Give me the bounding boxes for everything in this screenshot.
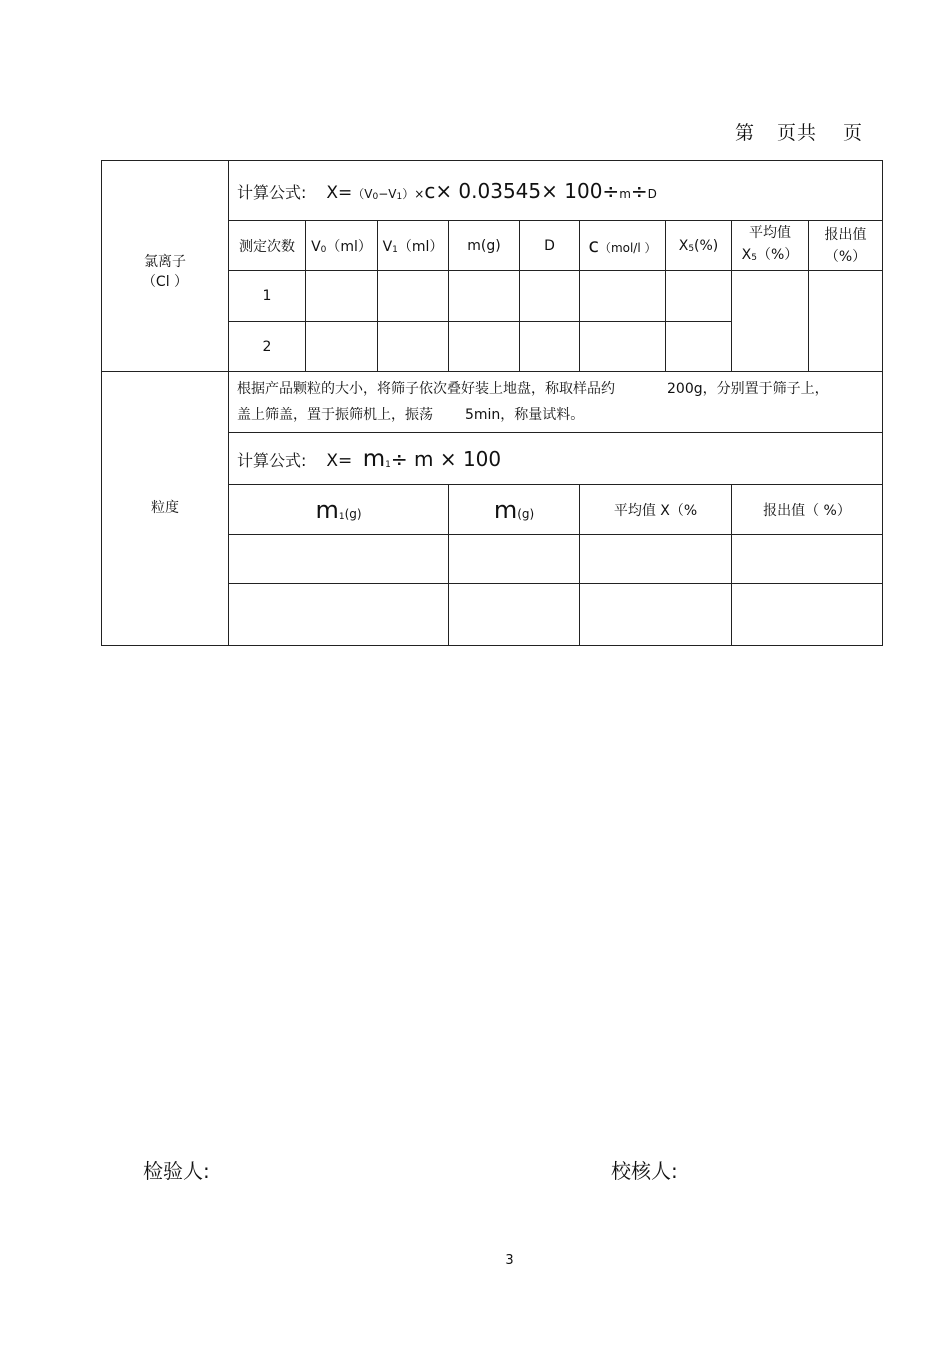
cell-d[interactable] bbox=[520, 271, 580, 322]
granularity-section-label: 粒度 bbox=[102, 372, 229, 646]
formula-close: ）× bbox=[402, 186, 425, 201]
col-x5 bbox=[666, 221, 732, 271]
cell-report[interactable] bbox=[809, 271, 883, 372]
page-count-header bbox=[735, 118, 863, 145]
formula-m1-sub: 1 bbox=[385, 459, 391, 470]
formula-label: 计算公式: bbox=[237, 182, 307, 202]
formula-rest: × 0.03545× 100÷ bbox=[435, 178, 620, 203]
formula-c: c bbox=[424, 178, 436, 203]
col-x5-x: X bbox=[678, 237, 689, 254]
cell-c[interactable] bbox=[580, 271, 666, 322]
formula-sub1: 1 bbox=[396, 191, 403, 202]
col-d: D bbox=[520, 221, 580, 271]
col-report-line2: （%） bbox=[824, 248, 867, 265]
col-x5-sub: 5 bbox=[688, 243, 695, 254]
col-m-unit: (g) bbox=[517, 506, 535, 521]
row-number: 1 bbox=[229, 271, 306, 322]
cell-x5[interactable] bbox=[666, 271, 732, 322]
cell-v1[interactable] bbox=[378, 271, 449, 322]
col-v1-sub: 1 bbox=[392, 244, 398, 255]
cell-m1[interactable] bbox=[229, 584, 449, 646]
col-v1-v: V bbox=[382, 238, 393, 255]
col-v0-unit: （ml） bbox=[326, 238, 372, 255]
note-line2b: 5min，称量试料。 bbox=[465, 407, 585, 423]
cell-m[interactable] bbox=[449, 322, 520, 372]
inspector-label: 检验人: bbox=[143, 1159, 210, 1183]
col-avg-line1: 平均值 bbox=[749, 225, 791, 241]
formula-rest: ÷ m × 100 bbox=[390, 446, 502, 471]
formula-d: D bbox=[647, 186, 657, 201]
granularity-note bbox=[229, 372, 883, 433]
col-granularity-avg: 平均值 X（% bbox=[580, 485, 732, 535]
formula-minus: −V bbox=[378, 186, 397, 201]
granularity-formula bbox=[229, 433, 883, 485]
col-c-unit: （mol/l ） bbox=[598, 240, 657, 255]
cell-d[interactable] bbox=[520, 322, 580, 372]
cell-m[interactable] bbox=[449, 271, 520, 322]
col-granularity-report: 报出值（ %） bbox=[732, 485, 883, 535]
formula-open: （V bbox=[352, 186, 373, 201]
col-report-line1: 报出值 bbox=[824, 226, 867, 243]
header-ye: 页 bbox=[843, 122, 864, 144]
note-line2a: 盖上筛盖，置于振筛机上，振荡 bbox=[237, 407, 433, 423]
col-count: 测定次数 bbox=[229, 221, 306, 271]
cell-report[interactable] bbox=[732, 535, 883, 584]
col-v0-sub: 0 bbox=[320, 244, 327, 255]
col-m1 bbox=[229, 485, 449, 535]
chloride-formula bbox=[229, 161, 883, 221]
col-m1-unit: (g) bbox=[344, 506, 362, 521]
col-v0-v: V bbox=[311, 238, 321, 255]
note-line2 bbox=[237, 402, 874, 428]
col-avg-x: X bbox=[741, 247, 752, 263]
cell-v1[interactable] bbox=[378, 322, 449, 372]
col-x5-unit: (%) bbox=[694, 237, 719, 254]
chloride-section-label bbox=[102, 161, 229, 372]
col-v1 bbox=[378, 221, 449, 271]
page-number: 3 bbox=[505, 1253, 514, 1268]
formula-x: X= bbox=[326, 450, 353, 471]
col-avg-unit: （%） bbox=[757, 247, 799, 263]
cell-avg[interactable] bbox=[732, 271, 809, 372]
inspection-table bbox=[101, 160, 883, 646]
cell-avg[interactable] bbox=[580, 584, 732, 646]
formula-sub0: 0 bbox=[372, 191, 379, 202]
checker-label: 校核人: bbox=[611, 1159, 678, 1183]
col-m: m(g) bbox=[449, 221, 520, 271]
cell-v0[interactable] bbox=[306, 271, 378, 322]
note-line1 bbox=[237, 376, 874, 402]
cell-m1[interactable] bbox=[229, 535, 449, 584]
cell-m[interactable] bbox=[449, 584, 580, 646]
col-v0 bbox=[306, 221, 378, 271]
header-di: 第 bbox=[735, 122, 756, 144]
chloride-name: 氯离子 bbox=[144, 253, 186, 270]
col-c-letter: c bbox=[588, 234, 599, 257]
formula-div: ÷ bbox=[630, 178, 648, 203]
note-line1a: 根据产品颗粒的大小，将筛子依次叠好装上地盘，称取样品约 bbox=[237, 381, 615, 397]
formula-x: X= bbox=[326, 182, 353, 203]
formula-m: m bbox=[619, 186, 631, 201]
col-report bbox=[809, 221, 883, 271]
col-v1-unit: （ml） bbox=[397, 238, 444, 255]
header-ye-gong: 页共 bbox=[777, 122, 818, 144]
formula-label: 计算公式: bbox=[237, 450, 307, 470]
cell-m[interactable] bbox=[449, 535, 580, 584]
cell-avg[interactable] bbox=[580, 535, 732, 584]
note-line1b: 200g，分别置于筛子上， bbox=[667, 381, 829, 397]
cell-c[interactable] bbox=[580, 322, 666, 372]
col-avg-sub: 5 bbox=[751, 253, 757, 263]
chloride-symbol: （Cl ） bbox=[141, 274, 189, 290]
col-c bbox=[580, 221, 666, 271]
col-m-total bbox=[449, 485, 580, 535]
col-m1-letter: m bbox=[315, 495, 339, 524]
cell-v0[interactable] bbox=[306, 322, 378, 372]
col-m-letter: m bbox=[493, 495, 518, 524]
col-m1-sub: 1 bbox=[338, 511, 345, 522]
col-avg-line2 bbox=[732, 244, 808, 269]
cell-x5[interactable] bbox=[666, 322, 732, 372]
formula-m1: m bbox=[362, 445, 386, 472]
cell-report[interactable] bbox=[732, 584, 883, 646]
row-number: 2 bbox=[229, 322, 306, 372]
col-avg bbox=[732, 221, 809, 271]
